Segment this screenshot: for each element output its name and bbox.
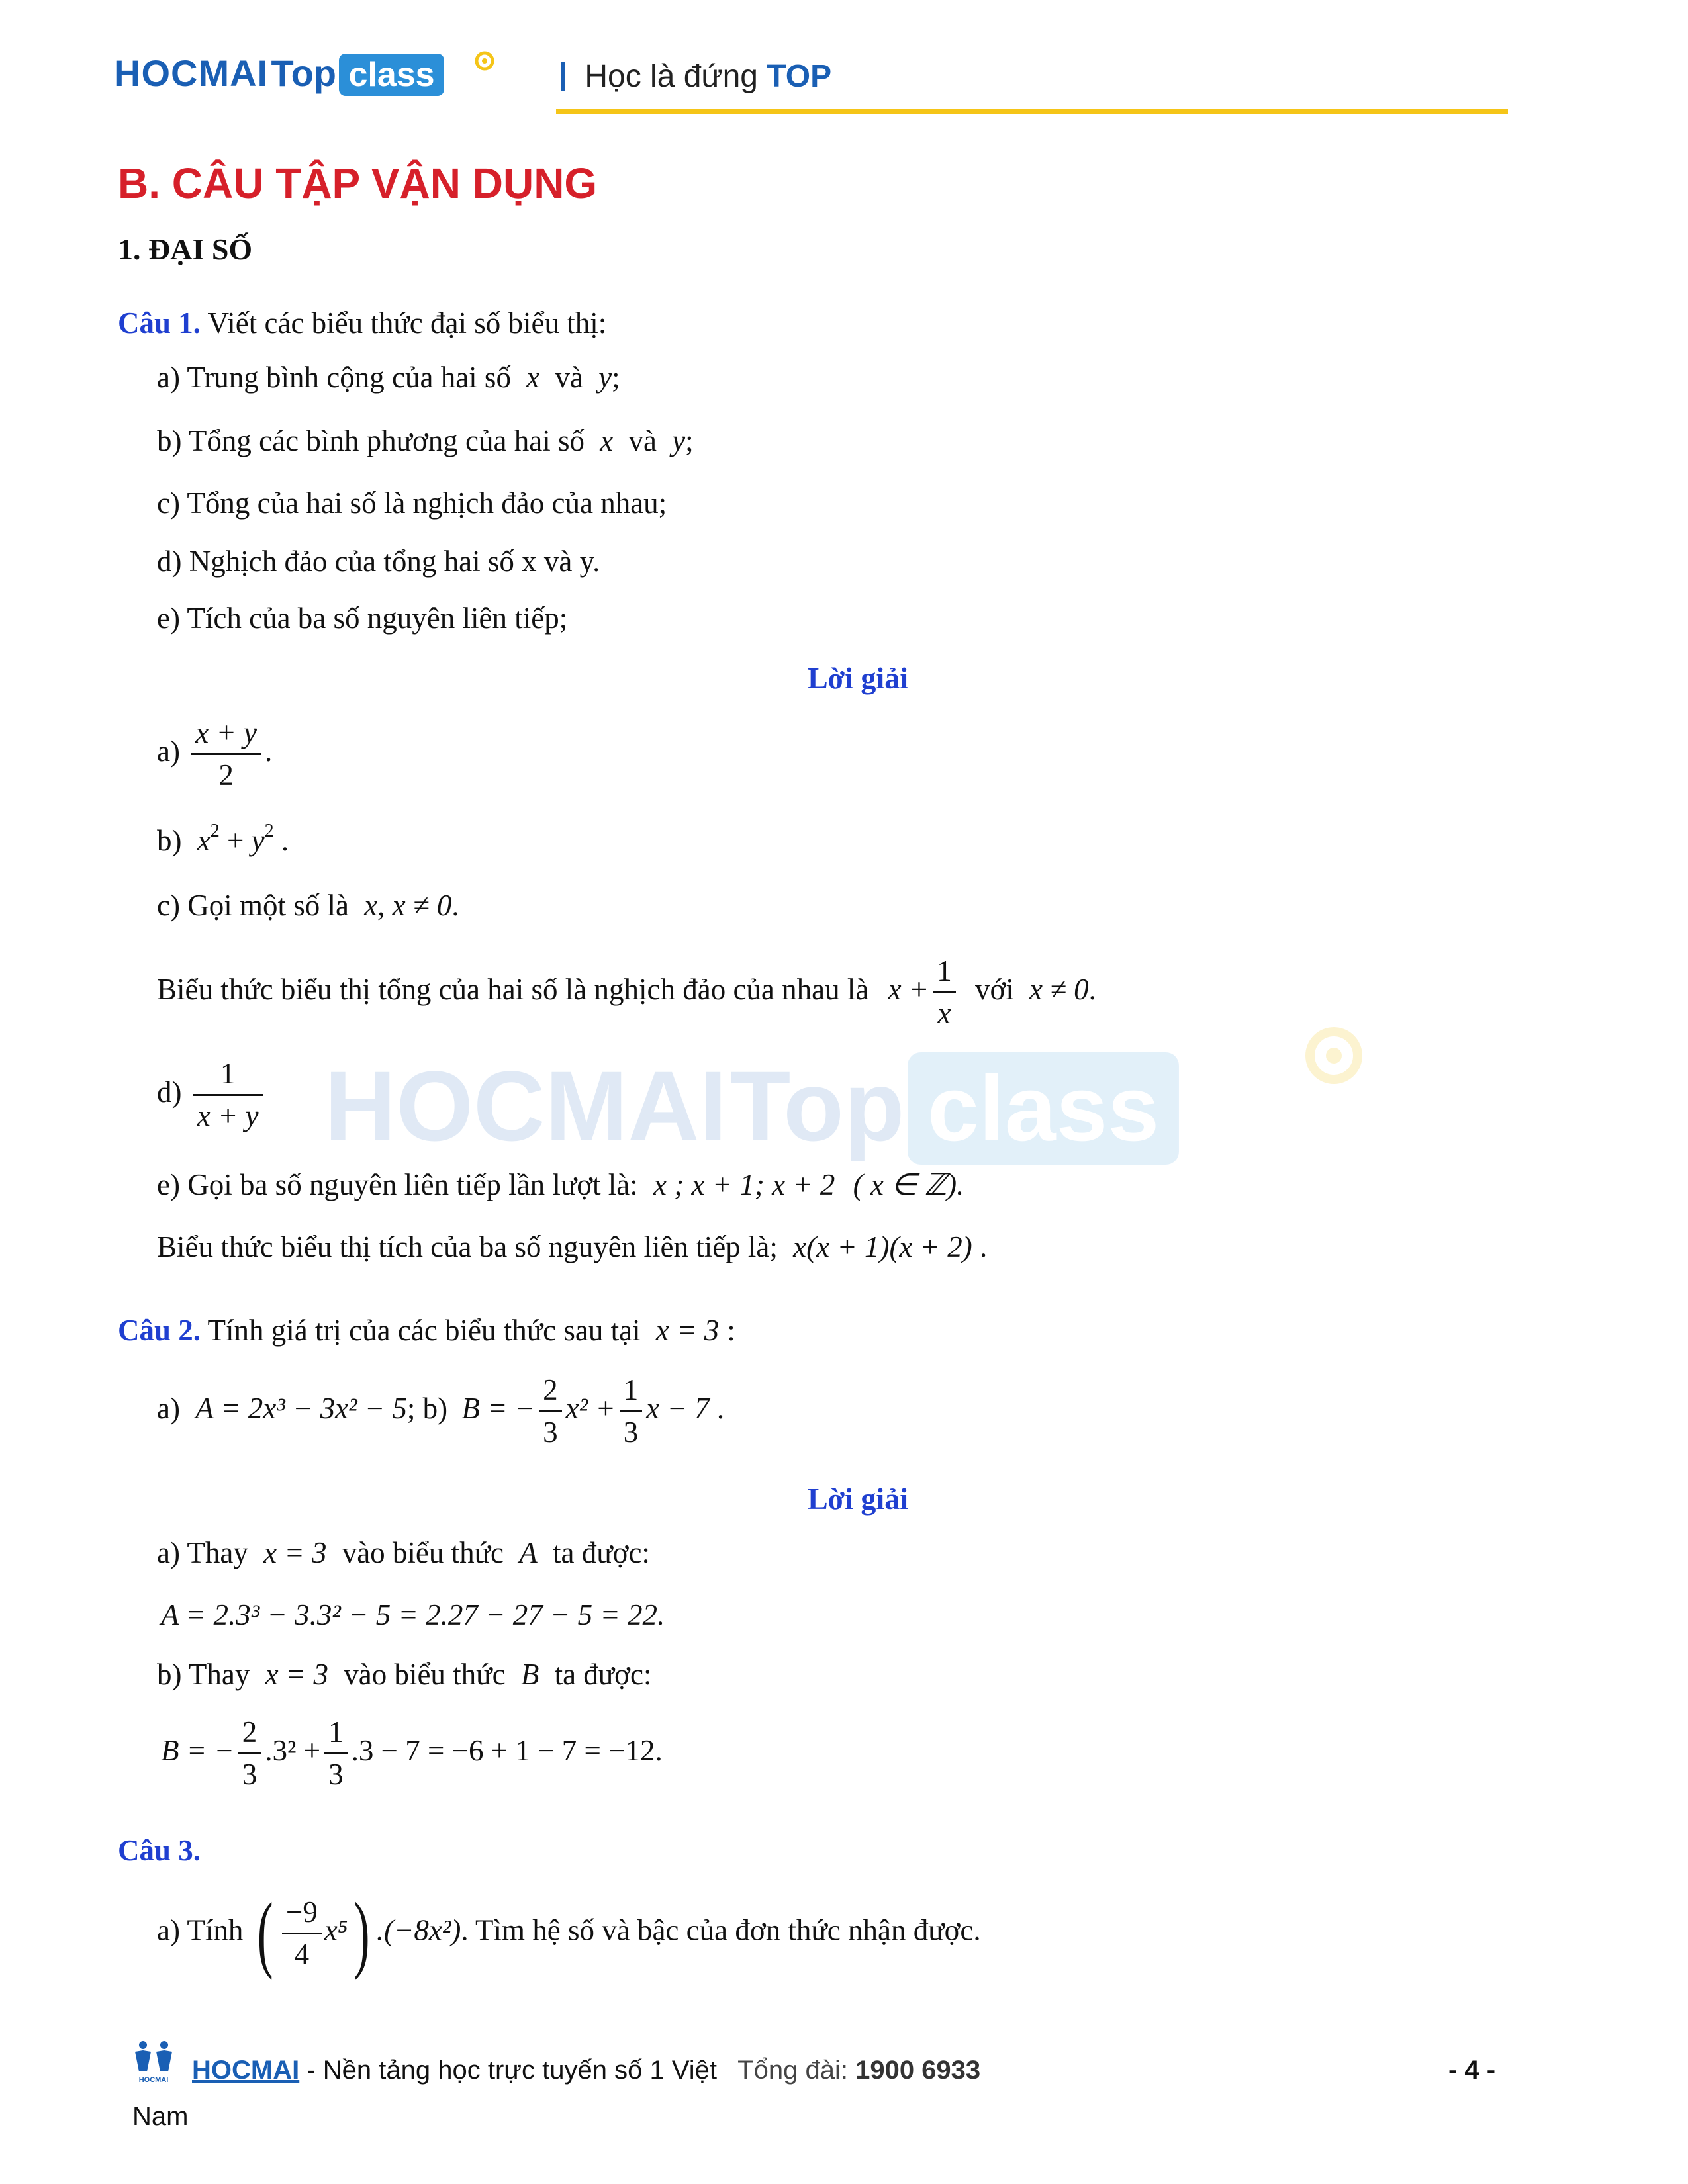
q1-label: Câu 1. [118, 306, 201, 340]
q2-sol-b2-fraction-1: $\frac{2}{3}$ [238, 1717, 261, 1790]
q2-sol-a1: a) Thay x = 3 vào biểu thức A ta được: [157, 1536, 650, 1569]
footer-wrap-text: Nam [132, 2102, 189, 2131]
q1-item-b: b) Tổng các bình phương của hai số x và y; [157, 424, 694, 457]
q3-left-paren: ( [257, 1886, 273, 1981]
q1-item-e: e) Tích của ba số nguyên liên tiếp; [157, 602, 568, 635]
q1-item-d: d) Nghịch đảo của tổng hai số x và y. [157, 545, 600, 578]
q3-fraction: $\frac{-9}{4}$ [282, 1897, 322, 1970]
section-title: B. CÂU TẬP VẬN DỤNG [118, 159, 598, 207]
q2-sol-b1: b) Thay x = 3 vào biểu thức B ta được: [157, 1658, 652, 1691]
logo-top: Top [271, 52, 337, 94]
q1-item-a: a) Trung bình cộng của hai số x và y; [157, 361, 620, 394]
q2-sol-b2-fraction-2: $\frac{1}{3}$ [324, 1717, 348, 1790]
q1-sol-b: b) $x^2 + y^2$ . [157, 821, 289, 857]
tagline-divider [561, 62, 565, 91]
q1-sol-d: d) $\frac{1}{x + y}$ [157, 1059, 267, 1131]
watermark: HOCMAI Top class [324, 1049, 1179, 1165]
q1-heading [118, 306, 606, 340]
footer-people-icon [130, 2040, 177, 2073]
q2-solution-title: Lời giải [808, 1482, 908, 1516]
header-tagline [561, 58, 831, 95]
logo-hocmai: HOCMAI [114, 52, 269, 94]
footer-logo-caption: HOCMAI [138, 2076, 169, 2084]
q2-b-fraction-2: $\frac{1}{3}$ [620, 1375, 643, 1447]
q1-sol-c: c) Gọi một số là x, x ≠ 0. [157, 889, 459, 922]
q2-text: Tính giá trị của các biểu thức sau tại [207, 1314, 641, 1347]
watermark-sun-icon [1297, 1019, 1370, 1092]
tagline-top: TOP [767, 59, 832, 94]
logo-sun-icon [471, 48, 498, 74]
subsection-title: 1. ĐẠI SỐ [118, 232, 253, 266]
header-underline [556, 109, 1508, 114]
q1-sol-a: a) $\frac{x + y}{2}$ . [157, 716, 273, 792]
q2-heading: Câu 2. Tính giá trị của các biểu thức sau tại x = 3 : [118, 1314, 735, 1347]
q1-item-c: c) Tổng của hai số là nghịch đảo của nhau; [157, 486, 667, 520]
q3-item-a: a) Tính ( $\frac{-9}{4}$ x⁵) .(−8x²). Tìm hệ số và bậc của đơn thức nhận được. [157, 1886, 981, 1981]
q2-items: a) A = 2x³ − 3x² − 5; b) B = − $\frac{2}{3}$ x² + $\frac{1}{3}$ x − 7 . [157, 1373, 725, 1449]
q1-sol-e: e) Gọi ba số nguyên liên tiếp lần lượt là: x ; x + 1; x + 2 ( x ∈ ℤ). [157, 1168, 964, 1201]
q1-sol-a-fraction: $\frac{x + y}{2}$ [191, 718, 261, 790]
q1-sol-d-fraction: $\frac{1}{x + y}$ [193, 1059, 263, 1131]
footer-page-number: - 4 - [1448, 2056, 1496, 2085]
logo-class-badge: class [339, 54, 444, 96]
q1-sol-c2: Biểu thức biểu thị tổng của hai số là nghịch đảo của nhau là x + $\frac{1}{x}$ với x ≠ 0. [157, 954, 1096, 1030]
q1-sol-c2-fraction: $\frac{1}{x}$ [933, 956, 956, 1028]
q1-solution-title: Lời giải [808, 661, 908, 695]
header-logo [114, 52, 444, 111]
q2-sol-a2: A = 2.3³ − 3.3² − 5 = 2.27 − 27 − 5 = 22. [161, 1598, 665, 1631]
q2-label: Câu 2. [118, 1314, 201, 1347]
q1-text: Viết các biểu thức đại số biểu thị: [207, 306, 607, 340]
footer-brand-link[interactable]: HOCMAI [192, 2056, 300, 2085]
q2-b-fraction-1: $\frac{2}{3}$ [539, 1375, 562, 1447]
tagline-prefix: Học là đứng [585, 59, 758, 94]
footer-logo [130, 2040, 177, 2083]
footer-text: HOCMAI - Nền tảng học trực tuyến số 1 Việt Tổng đài: 1900 6933 [192, 2056, 981, 2085]
q2-sol-b2: B = − $\frac{2}{3}$ .3² + $\frac{1}{3}$ .3 − 7 = −6 + 1 − 7 = −12. [161, 1715, 663, 1791]
q3-label: Câu 3. [118, 1834, 201, 1867]
q3-right-paren: ) [354, 1886, 371, 1981]
q1-sol-e2: Biểu thức biểu thị tích của ba số nguyên liên tiếp là; x(x + 1)(x + 2) . [157, 1230, 988, 1263]
